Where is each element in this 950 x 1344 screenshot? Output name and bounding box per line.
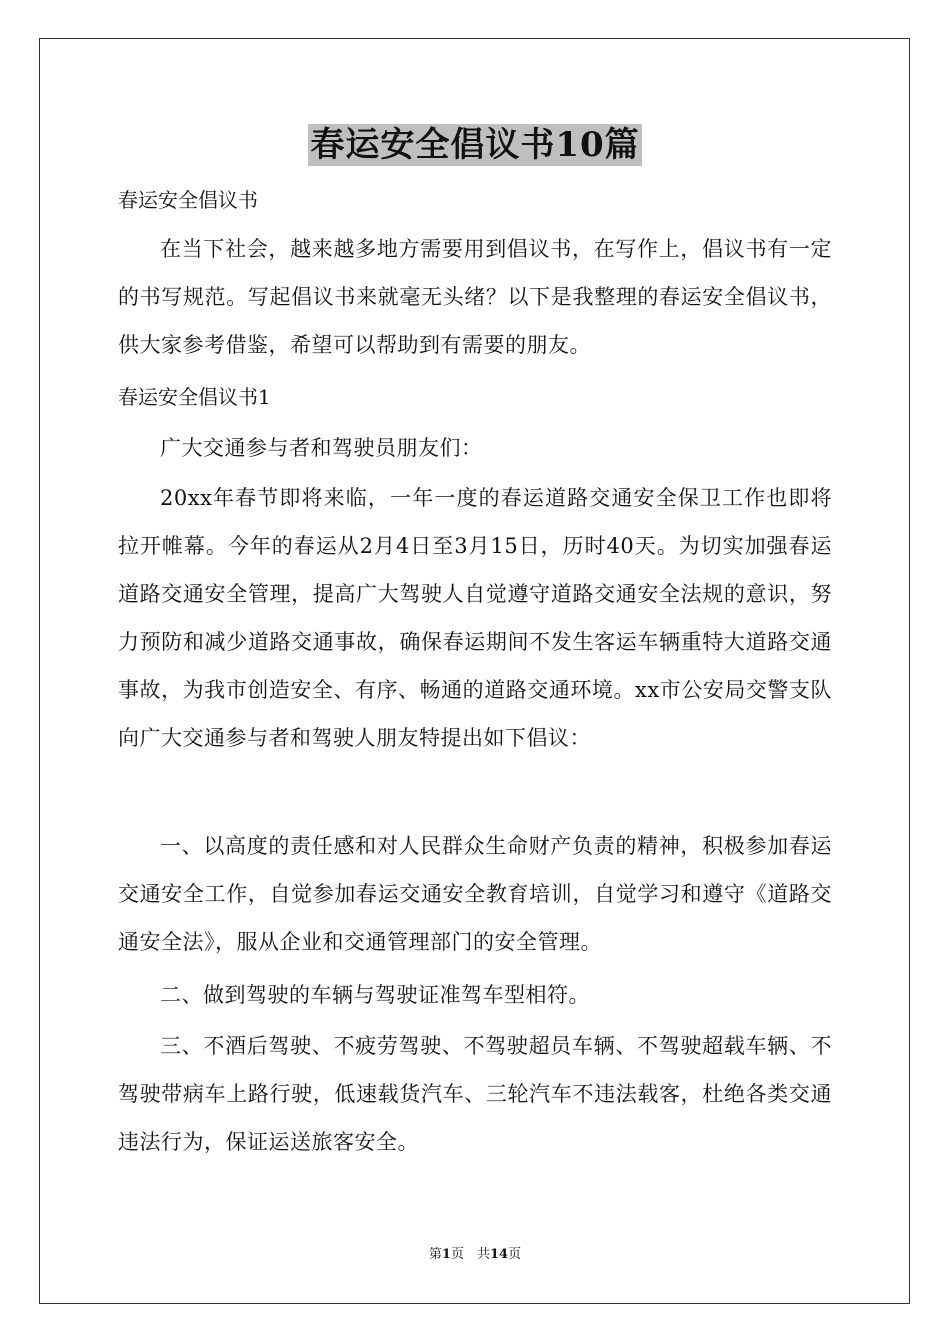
item-1-paragraph: 一、以高度的责任感和对人民群众生命财产负责的精神，积极参加春运交通安全工作，自觉参加春运交通安全教育培训，自觉学习和遵守《道路交通安全法》，服从企业和交通管理部门的安全管理。 bbox=[118, 834, 832, 954]
item-2-paragraph: 二、做到驾驶的车辆与驾驶证准驾车型相符。 bbox=[160, 983, 590, 1007]
footer-page-suffix: 页 共 bbox=[450, 1247, 490, 1262]
footer-page-number: 1 bbox=[441, 1247, 451, 1262]
intro-paragraph: 在当下社会，越来越多地方需要用到倡议书，在写作上，倡议书有一定的书写规范。写起倡议书来就毫无头绪？以下是我整理的春运安全倡议书，供大家参考借鉴，希望可以帮助到有需要的朋友。 bbox=[118, 237, 832, 357]
page-footer bbox=[0, 1246, 950, 1264]
section-heading: 春运安全倡议书1 bbox=[118, 385, 271, 409]
document-title: 春运安全倡议书10篇 bbox=[310, 125, 640, 165]
salutation: 广大交通参与者和驾驶员朋友们： bbox=[160, 436, 483, 460]
intro-heading: 春运安全倡议书 bbox=[118, 188, 258, 212]
title-wrap bbox=[0, 124, 950, 166]
body-paragraph: 20xx年春节即将来临，一年一度的春运道路交通安全保卫工作也即将拉开帷幕。今年的春运从2月4日至3月15日，历时40天。为切实加强春运道路交通安全管理，提高广大驾驶人自觉遵守道路交通安全法规的意识，努力预防和减少道路交通事故，确保春运期间不发生客运车辆重特大道路交通事故，为我市创造安全、有序、畅通的道路交通环境。xx市公安局交警支队向广大交通参与者和驾驶人朋友特提出如下倡议： bbox=[118, 486, 832, 750]
footer-prefix: 第 bbox=[428, 1247, 442, 1262]
item-3-paragraph: 三、不酒后驾驶、不疲劳驾驶、不驾驶超员车辆、不驾驶超载车辆、不驾驶带病车上路行驶，低速载货汽车、三轮汽车不违法载客，杜绝各类交通违法行为，保证运送旅客安全。 bbox=[118, 1034, 832, 1154]
footer-total-pages: 14 bbox=[489, 1247, 509, 1262]
footer-total-suffix: 页 bbox=[508, 1247, 522, 1262]
